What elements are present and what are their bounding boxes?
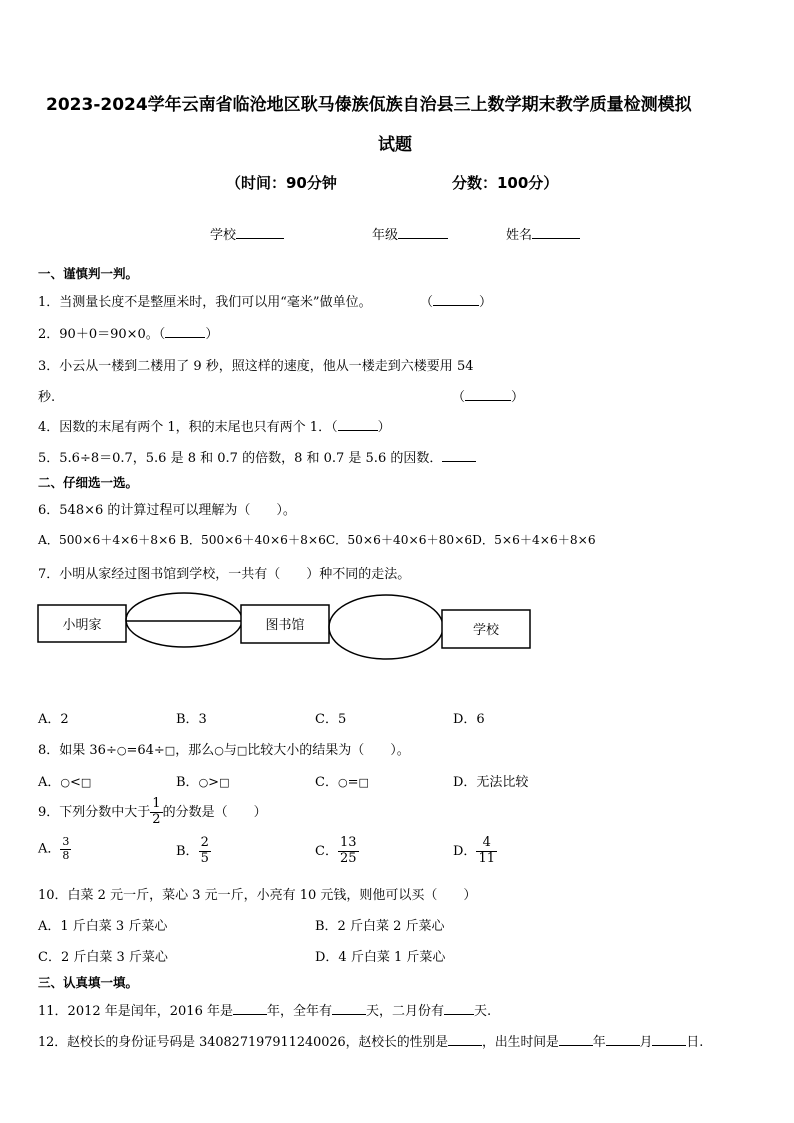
numerator: 13 bbox=[339, 835, 357, 850]
fill-blank-12d[interactable] bbox=[652, 1045, 686, 1046]
denominator: 5 bbox=[200, 850, 209, 866]
fraction bbox=[60, 836, 71, 862]
q8-part: 与 bbox=[223, 743, 237, 758]
less-than: < bbox=[70, 775, 81, 790]
question-1-answer bbox=[420, 291, 492, 310]
q10-option-c[interactable]: C．2 斤白菜 3 斤菜心 bbox=[38, 950, 168, 965]
q8-part: ，那么 bbox=[175, 743, 215, 758]
exam-score: 分数：100分） bbox=[452, 174, 559, 192]
question-9 bbox=[38, 797, 267, 828]
numerator: 1 bbox=[152, 796, 161, 811]
fill-blank-12a[interactable] bbox=[448, 1045, 482, 1046]
section-1-heading: 一、谨慎判一判。 bbox=[38, 266, 139, 281]
numerator: 4 bbox=[476, 836, 497, 852]
question-2 bbox=[38, 323, 218, 342]
exam-time: （时间：90分钟 bbox=[226, 174, 337, 192]
q9-option-b[interactable] bbox=[176, 836, 211, 867]
numerator: 3 bbox=[62, 835, 70, 848]
question-4 bbox=[38, 416, 391, 435]
q11-part: 年，全年有 bbox=[266, 1004, 332, 1019]
question-5 bbox=[38, 447, 476, 466]
q10-option-b[interactable]: B．2 斤白菜 2 斤菜心 bbox=[315, 919, 445, 934]
answer-blank-1[interactable] bbox=[433, 305, 479, 306]
circle-symbol: ○ bbox=[337, 776, 348, 789]
grade-label: 年级 bbox=[372, 228, 399, 243]
home-label: 小明家 bbox=[62, 618, 102, 633]
circle-symbol: ○ bbox=[116, 744, 127, 757]
fill-blank-11b[interactable] bbox=[332, 1014, 366, 1015]
question-4-text: 4．因数的末尾有两个 1，积的末尾也只有两个 1． bbox=[38, 420, 332, 435]
question-11 bbox=[38, 1000, 491, 1019]
name-field bbox=[506, 224, 580, 243]
q9-option-d[interactable] bbox=[453, 836, 497, 867]
q7-option-c[interactable]: C．5 bbox=[315, 712, 347, 727]
option-label: B． bbox=[176, 775, 199, 790]
q8-part: 比较大小的结果为（ ）。 bbox=[247, 743, 410, 758]
question-1-text: 1．当测量长度不是整厘米时，我们可以用“毫米”做单位。 bbox=[38, 295, 372, 310]
q8-option-c[interactable] bbox=[315, 771, 369, 790]
question-7: 7．小明从家经过图书馆到学校，一共有（ ）种不同的走法。 bbox=[38, 567, 411, 582]
q11-part: 天. bbox=[474, 1004, 492, 1019]
paren-close: ） bbox=[511, 390, 525, 405]
fill-blank-11a[interactable] bbox=[233, 1014, 267, 1015]
paren-open: （ bbox=[158, 327, 166, 342]
q8-option-a[interactable] bbox=[38, 771, 91, 790]
school-blank[interactable] bbox=[236, 238, 284, 239]
library-label: 图书馆 bbox=[265, 618, 305, 633]
q11-part: 11．2012 年是闰年，2016 年是 bbox=[38, 1004, 233, 1019]
grade-field bbox=[372, 224, 448, 243]
fraction bbox=[199, 836, 211, 867]
paren-close: ） bbox=[205, 327, 219, 342]
route-diagram bbox=[36, 590, 536, 664]
fill-blank-12c[interactable] bbox=[606, 1045, 640, 1046]
school-label: 学校 bbox=[210, 228, 237, 243]
question-12 bbox=[38, 1031, 703, 1050]
question-3-answer bbox=[452, 386, 524, 405]
q8-option-d[interactable]: D．无法比较 bbox=[453, 775, 529, 790]
q8-option-b[interactable] bbox=[176, 771, 229, 790]
q9-part: 的分数是（ ） bbox=[162, 804, 267, 820]
paren-close: ） bbox=[479, 295, 493, 310]
paren-open: （ bbox=[420, 295, 434, 310]
page-title-line2: 试题 bbox=[378, 135, 412, 155]
square-symbol: □ bbox=[164, 744, 176, 757]
path-loop-1 bbox=[126, 593, 242, 647]
option-label: C． bbox=[315, 843, 338, 859]
name-blank[interactable] bbox=[532, 238, 580, 239]
q9-option-a[interactable] bbox=[38, 836, 71, 862]
denominator: 11 bbox=[478, 850, 495, 866]
question-2-text: 2．90＋0＝90×0。 bbox=[38, 327, 159, 342]
path-loop-2 bbox=[329, 595, 443, 659]
question-8 bbox=[38, 739, 410, 758]
denominator: 25 bbox=[339, 850, 357, 866]
grade-blank[interactable] bbox=[398, 238, 448, 239]
answer-blank-4[interactable] bbox=[338, 430, 378, 431]
q7-option-d[interactable]: D．6 bbox=[453, 712, 485, 727]
question-6: 6．548×6 的计算过程可以理解为（ ）。 bbox=[38, 503, 296, 518]
denominator: 8 bbox=[62, 848, 70, 862]
paren-close: ） bbox=[377, 420, 391, 435]
question-6-options[interactable]: A．500×6＋4×6＋8×6 B．500×6＋40×6＋8×6C．50×6＋40×6＋80×6D．5×6＋4×6＋8×6 bbox=[38, 533, 596, 547]
equals: = bbox=[347, 775, 359, 790]
numerator: 2 bbox=[200, 835, 209, 850]
option-label: B． bbox=[176, 843, 199, 859]
question-5-text: 5．5.6÷8＝0.7，5.6 是 8 和 0.7 的倍数，8 和 0.7 是 5.6 的因数． bbox=[38, 451, 443, 466]
fill-blank-12b[interactable] bbox=[559, 1045, 593, 1046]
greater-than: > bbox=[208, 775, 220, 790]
page-title-line1: 2023-2024学年云南省临沧地区耿马傣族佤族自治县三上数学期末教学质量检测模拟 bbox=[46, 95, 692, 115]
square-symbol: □ bbox=[236, 744, 248, 757]
circle-symbol: ○ bbox=[214, 744, 224, 757]
q12-part: 月 bbox=[639, 1035, 653, 1050]
q7-option-a[interactable]: A．2 bbox=[38, 712, 69, 727]
section-3-heading: 三、认真填一填。 bbox=[38, 975, 139, 990]
section-2-heading: 二、仔细选一选。 bbox=[38, 475, 139, 490]
option-label: C． bbox=[315, 775, 338, 790]
paren-open: （ bbox=[452, 390, 466, 405]
square-symbol: □ bbox=[219, 776, 230, 789]
fraction bbox=[338, 836, 359, 867]
q8-part: 8．如果 36÷ bbox=[38, 743, 117, 758]
question-10: 10．白菜 2 元一斤，菜心 3 元一斤，小亮有 10 元钱，则他可以买（ ） bbox=[38, 888, 477, 903]
question-1 bbox=[38, 291, 372, 310]
question-3-line1: 3．小云从一楼到二楼用了 9 秒，照这样的速度，他从一楼走到六楼要用 54 bbox=[38, 359, 474, 374]
fraction bbox=[476, 836, 497, 867]
q12-part: 年 bbox=[592, 1035, 606, 1050]
answer-blank-3[interactable] bbox=[465, 400, 511, 401]
q12-part: 日. bbox=[686, 1035, 704, 1050]
q11-part: 天，二月份有 bbox=[366, 1004, 445, 1019]
option-label: D． bbox=[453, 843, 477, 859]
answer-blank-2[interactable] bbox=[165, 337, 205, 338]
paren-open: （ bbox=[331, 420, 338, 435]
circle-symbol: ○ bbox=[198, 776, 209, 789]
q10-option-a[interactable]: A．1 斤白菜 3 斤菜心 bbox=[38, 919, 168, 934]
question-3-line2: 秒. bbox=[38, 390, 56, 405]
q12-part: 12．赵校长的身份证号码是 340827197911240026，赵校长的性别是 bbox=[38, 1035, 449, 1050]
school-field bbox=[210, 224, 284, 243]
fraction-one-half bbox=[150, 797, 162, 828]
option-label: A． bbox=[38, 775, 61, 790]
option-label: A． bbox=[38, 841, 61, 857]
name-label: 姓名 bbox=[506, 228, 533, 243]
q8-part: =64÷ bbox=[126, 743, 165, 758]
q12-part: ，出生时间是 bbox=[482, 1035, 559, 1050]
square-symbol: □ bbox=[80, 776, 92, 789]
q9-part: 9．下列分数中大于 bbox=[38, 804, 151, 820]
school-label-diagram: 学校 bbox=[472, 623, 500, 638]
denominator: 2 bbox=[152, 811, 161, 827]
q10-option-d[interactable]: D．4 斤白菜 1 斤菜心 bbox=[315, 950, 446, 965]
q9-option-c[interactable] bbox=[315, 836, 359, 867]
circle-symbol: ○ bbox=[60, 776, 70, 789]
square-symbol: □ bbox=[358, 776, 369, 789]
q7-option-b[interactable]: B．3 bbox=[176, 712, 207, 727]
answer-blank-5[interactable] bbox=[442, 461, 476, 462]
fill-blank-11c[interactable] bbox=[444, 1014, 474, 1015]
